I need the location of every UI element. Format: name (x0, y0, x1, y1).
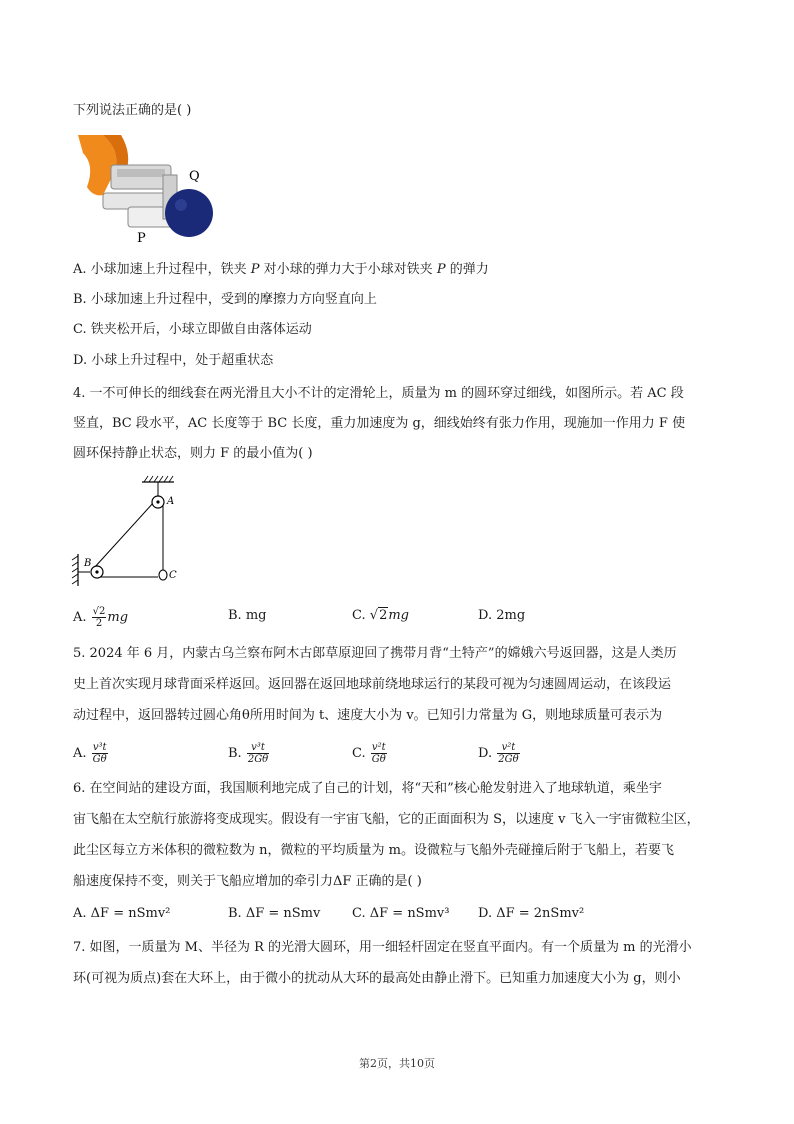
q4-option-c-sqrt: √2 (369, 608, 388, 623)
q4-option-c-label: C. (352, 608, 366, 623)
page-footer: 第2页，共10页 (359, 1057, 435, 1070)
q4-line-3: 圆环保持静止状态，则力 F 的最小值为( ) (73, 446, 313, 461)
q3-stem: 下列说法正确的是( ) (73, 103, 192, 118)
q5-option-a-num: v³t (92, 742, 107, 753)
q3-option-a-text1: A. 小球加速上升过程中，铁夹 (73, 262, 251, 277)
q5-line-3: 动过程中，返回器转过圆心角θ所用时间为 t、速度大小为 v。已知引力常量为 G，则地球质量可表示为 (73, 708, 663, 723)
q5-option-c-num: v²t (371, 742, 386, 753)
q4-option-c (352, 606, 409, 626)
q4-option-a-num: √2 (92, 606, 106, 617)
q4-option-a-tail: mg (107, 610, 129, 625)
label-a: A (167, 496, 175, 507)
q5-option-a-den: Gθ (92, 754, 107, 765)
q4-option-c-rad: 2 (379, 608, 388, 623)
q3-option-b: B. 小球加速上升过程中，受到的摩擦力方向竖直向上 (73, 292, 377, 307)
q4-option-a (73, 606, 128, 629)
q5-option-b (228, 742, 270, 765)
q5-option-b-fraction (247, 742, 269, 765)
label-b: B (84, 558, 92, 569)
q4-option-b: B. mg (228, 608, 267, 623)
q6-option-c: C. ΔF = nSmv³ (352, 906, 450, 921)
q3-option-c: C. 铁夹松开后，小球立即做自由落体运动 (73, 322, 312, 337)
q4-option-d: D. 2mg (478, 608, 526, 623)
q4-option-a-label: A. (73, 610, 87, 625)
q5-option-d-label: D. (478, 746, 493, 761)
q4-option-c-tail: mg (388, 608, 409, 623)
q5-option-b-label: B. (228, 746, 242, 761)
q3-option-a-text3: 的弹力 (445, 262, 489, 277)
q4-option-a-fraction (92, 606, 107, 629)
q6-option-a: A. ΔF = nSmv² (73, 906, 171, 921)
q6-line-3: 此尘区每立方米体积的微粒数为 n，微粒的平均质量为 m。设微粒与飞船外壳碰撞后附于飞船上，若要飞 (73, 843, 674, 858)
q3-option-a-p2: P (436, 262, 446, 277)
q5-option-c (352, 742, 388, 765)
q5-option-d (478, 742, 521, 765)
q4-option-a-den: 2 (95, 618, 103, 629)
q5-option-a-fraction (92, 742, 108, 765)
q5-option-c-label: C. (352, 746, 366, 761)
q6-line-4: 船速度保持不变，则关于飞船应增加的牵引力ΔF 正确的是( ) (73, 874, 422, 889)
label-p: P (137, 231, 146, 246)
q4-line-2: 竖直，BC 段水平，AC 长度等于 BC 长度，重力加速度为 g，细线始终有张力作用，现施加一作用力 F 使 (73, 416, 686, 431)
q5-option-c-den: Gθ (371, 754, 386, 765)
q7-line-1: 7. 如图，一质量为 M、半径为 R 的光滑大圆环，用一细轻杆固定在竖直平面内。有一个质量为 m 的光滑小 (73, 940, 692, 955)
q4-line-1: 4. 一不可伸长的细线套在两光滑且大小不计的定滑轮上，质量为 m 的圆环穿过细线，如图所示。若 AC 段 (73, 386, 684, 401)
q3-option-a (73, 260, 489, 280)
q7-line-2: 环(可视为质点)套在大环上，由于微小的扰动从大环的最高处由静止滑下。已知重力加速度大小为 g，则小 (73, 971, 681, 986)
q5-option-b-num: v³t (247, 742, 269, 754)
q6-option-b: B. ΔF = nSmv (228, 906, 321, 921)
pulley-figure (70, 474, 190, 594)
q6-line-1: 6. 在空间站的建设方面，我国顺利地完成了自己的计划，将“天和”核心舱发射进入了地球轨道，乘坐宇 (73, 781, 662, 796)
q5-option-a-label: A. (73, 746, 87, 761)
q6-line-2: 宙飞船在太空航行旅游将变成现实。假设有一宇宙飞船，它的正面面积为 S，以速度 v 飞入一宇宙微粒尘区， (73, 812, 700, 827)
q3-option-a-text2: 对小球的弹力大于小球对铁夹 (259, 262, 437, 277)
q5-option-d-fraction (497, 742, 519, 765)
q6-option-d: D. ΔF = 2nSmv² (478, 906, 585, 921)
q5-option-c-fraction (371, 742, 387, 765)
q5-option-d-den: 2Gθ (498, 754, 519, 765)
q3-option-d: D. 小球上升过程中，处于超重状态 (73, 353, 274, 368)
q3-option-a-p1: P (250, 262, 260, 277)
q5-option-b-den: 2Gθ (247, 754, 269, 765)
q5-option-a (73, 742, 109, 765)
q5-option-d-num: v²t (497, 742, 519, 754)
label-c: C (169, 570, 177, 581)
q5-line-2: 史上首次实现月球背面采样返回。返回器在返回地球前绕地球运行的某段可视为匀速圆周运动，在该段运 (73, 677, 672, 692)
q5-line-1: 5. 2024 年 6 月，内蒙古乌兰察布阿木古郎草原迎回了携带月背“土特产”的嫦娥六号返回器，这是人类历 (73, 646, 677, 661)
label-q: Q (189, 169, 200, 184)
clamp-ball-figure (73, 135, 223, 247)
